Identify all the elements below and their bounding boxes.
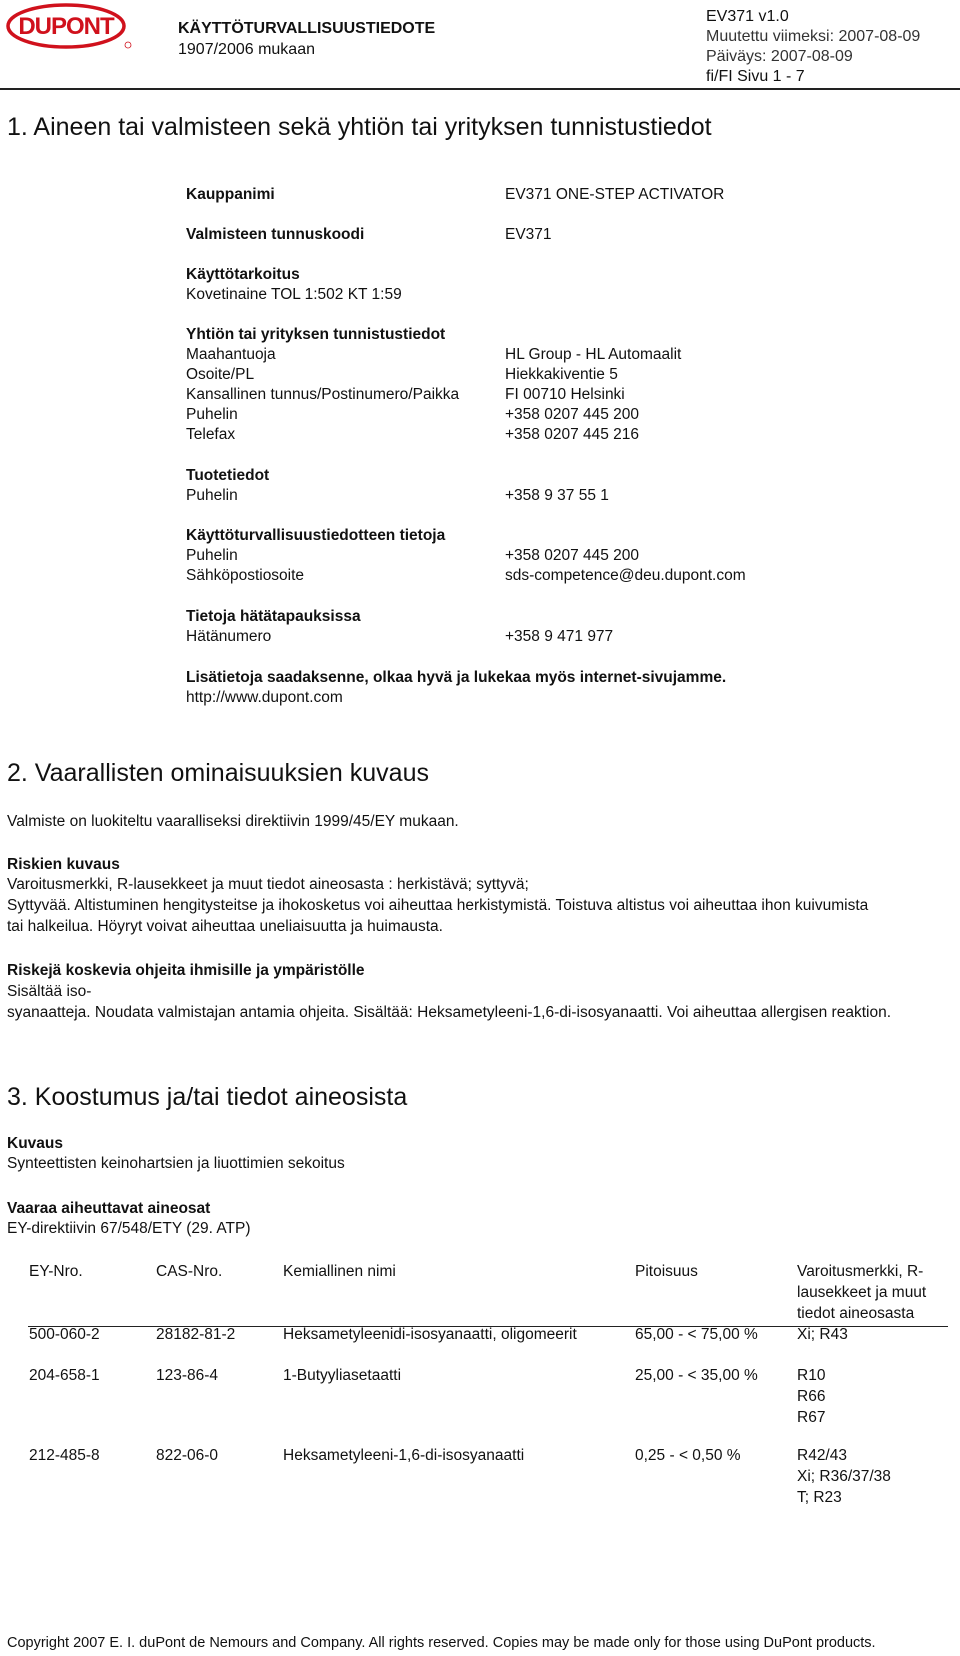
header-rule — [0, 88, 960, 90]
risk-heading: Riskien kuvaus — [7, 856, 120, 873]
company-value: +358 0207 445 216 — [505, 426, 640, 443]
table-header-ec: EY-Nro. — [29, 1263, 83, 1280]
risk-text: Syttyvää. Altistuminen hengitysteitse ja ihokosketus voi aiheuttaa herkistymistä. Toistuva altistus voi aiheuttaa ihon kuivumista — [7, 897, 869, 914]
table-cell-concentration: 65,00 - < 75,00 % — [635, 1326, 758, 1343]
table-cell-rphrase: R67 — [797, 1409, 826, 1426]
company-label: Kansallinen tunnus/Postinumero/Paikka — [186, 386, 460, 403]
description-text: Synteettisten keinohartsien ja liuottimien sekoitus — [7, 1155, 345, 1172]
table-cell-rphrase: R66 — [797, 1388, 826, 1405]
table-cell-rphrase: Xi; R43 — [797, 1326, 848, 1343]
sds-phone: +358 0207 445 200 — [505, 547, 640, 564]
svg-text:DUPONT: DUPONT — [18, 13, 114, 40]
table-header-symbols: lausekkeet ja muut — [797, 1284, 927, 1301]
more-info-note: Lisätietoja saadaksenne, olkaa hyvä ja lukekaa myös internet-sivujamme. — [186, 669, 727, 686]
table-cell-name: Heksametyleeni-1,6-di-isosyanaatti — [283, 1447, 525, 1464]
company-value: FI 00710 Helsinki — [505, 386, 625, 403]
company-value: Hiekkakiventie 5 — [505, 366, 618, 383]
issue-date: Päiväys: 2007-08-09 — [706, 48, 853, 65]
table-cell-concentration: 25,00 - < 35,00 % — [635, 1367, 758, 1384]
emergency-number: +358 9 471 977 — [505, 628, 614, 645]
product-code-value: EV371 — [505, 226, 552, 243]
company-label: Osoite/PL — [186, 366, 255, 383]
modified-date: Muutettu viimeksi: 2007-08-09 — [706, 28, 921, 45]
section1-title: 1. Aineen tai valmisteen sekä yhtiön tai yrityksen tunnistustiedot — [7, 113, 712, 141]
company-value: +358 0207 445 200 — [505, 406, 640, 423]
company-label: Puhelin — [186, 406, 238, 423]
emergency-heading: Tietoja hätätapauksissa — [186, 608, 361, 625]
dupont-logo — [6, 3, 134, 49]
use-value: Kovetinaine TOL 1:502 KT 1:59 — [186, 286, 402, 303]
table-header-cas: CAS-Nro. — [156, 1263, 223, 1280]
table-cell-cas: 822-06-0 — [156, 1447, 219, 1464]
table-cell-rphrase: T; R23 — [797, 1489, 842, 1506]
table-cell-ec: 500-060-2 — [29, 1326, 100, 1343]
company-label: Telefax — [186, 426, 236, 443]
table-cell-name: 1-Butyyliasetaatti — [283, 1367, 402, 1384]
table-cell-rphrase: R10 — [797, 1367, 826, 1384]
advice-text: syanaatteja. Noudata valmistajan antamia ohjeita. Sisältää: Heksametyleeni-1,6-di-isosyanaatti. Voi aiheuttaa allergisen reaktion. — [7, 1004, 891, 1021]
emergency-label: Hätänumero — [186, 628, 272, 645]
trade-name-label: Kauppanimi — [186, 186, 275, 203]
copyright-footer: Copyright 2007 E. I. duPont de Nemours and Company. All rights reserved. Copies may be made only for those using DuPont products. — [7, 1635, 876, 1651]
sds-phone-label: Puhelin — [186, 547, 238, 564]
description-heading: Kuvaus — [7, 1135, 63, 1152]
company-label: Maahantuoja — [186, 346, 276, 363]
document-subtitle: 1907/2006 mukaan — [178, 41, 315, 58]
sds-heading: Käyttöturvallisuustiedotteen tietoja — [186, 527, 446, 544]
table-cell-name: Heksametyleenidi-isosyanaatti, oligomeerit — [283, 1326, 577, 1343]
table-cell-ec: 212-485-8 — [29, 1447, 100, 1464]
table-header-symbols: Varoitusmerkki, R- — [797, 1263, 924, 1280]
table-cell-concentration: 0,25 - < 0,50 % — [635, 1447, 741, 1464]
table-cell-cas: 28182-81-2 — [156, 1326, 236, 1343]
website-link[interactable]: http://www.dupont.com — [186, 689, 343, 706]
product-info-phone-label: Puhelin — [186, 487, 238, 504]
page-number: fi/FI Sivu 1 - 7 — [706, 68, 805, 85]
product-info-phone: +358 9 37 55 1 — [505, 487, 609, 504]
sds-email[interactable]: sds-competence@deu.dupont.com — [505, 567, 746, 584]
sds-email-label: Sähköpostiosoite — [186, 567, 305, 584]
document-title: KÄYTTÖTURVALLISUUSTIEDOTE — [178, 20, 436, 37]
advice-text: Sisältää iso- — [7, 983, 92, 1000]
table-header-concentration: Pitoisuus — [635, 1263, 698, 1280]
table-cell-rphrase: Xi; R36/37/38 — [797, 1468, 891, 1485]
advice-heading: Riskejä koskevia ohjeita ihmisille ja ympäristölle — [7, 962, 365, 979]
section3-title: 3. Koostumus ja/tai tiedot aineosista — [7, 1083, 408, 1111]
table-header-name: Kemiallinen nimi — [283, 1263, 396, 1280]
trade-name-value: EV371 ONE-STEP ACTIVATOR — [505, 186, 725, 203]
version: EV371 v1.0 — [706, 8, 789, 25]
company-value: HL Group - HL Automaalit — [505, 346, 682, 363]
classification-text: Valmiste on luokiteltu vaaralliseksi direktiivin 1999/45/EY mukaan. — [7, 813, 459, 830]
directive-text: EY-direktiivin 67/548/ETY (29. ATP) — [7, 1220, 251, 1237]
table-header-symbols: tiedot aineosasta — [797, 1305, 915, 1322]
risk-text: tai halkeilua. Höyryt voivat aiheuttaa uneliaisuutta ja huimausta. — [7, 918, 443, 935]
section2-title: 2. Vaarallisten ominaisuuksien kuvaus — [7, 759, 429, 787]
table-cell-rphrase: R42/43 — [797, 1447, 847, 1464]
company-heading: Yhtiön tai yrityksen tunnistustiedot — [186, 326, 446, 343]
table-cell-ec: 204-658-1 — [29, 1367, 100, 1384]
product-code-label: Valmisteen tunnuskoodi — [186, 226, 365, 243]
hazard-heading: Vaaraa aiheuttavat aineosat — [7, 1200, 211, 1217]
table-cell-cas: 123-86-4 — [156, 1367, 219, 1384]
risk-text: Varoitusmerkki, R-lausekkeet ja muut tiedot aineosasta : herkistävä; syttyvä; — [7, 876, 529, 893]
use-label: Käyttötarkoitus — [186, 266, 300, 283]
product-info-heading: Tuotetiedot — [186, 467, 270, 484]
